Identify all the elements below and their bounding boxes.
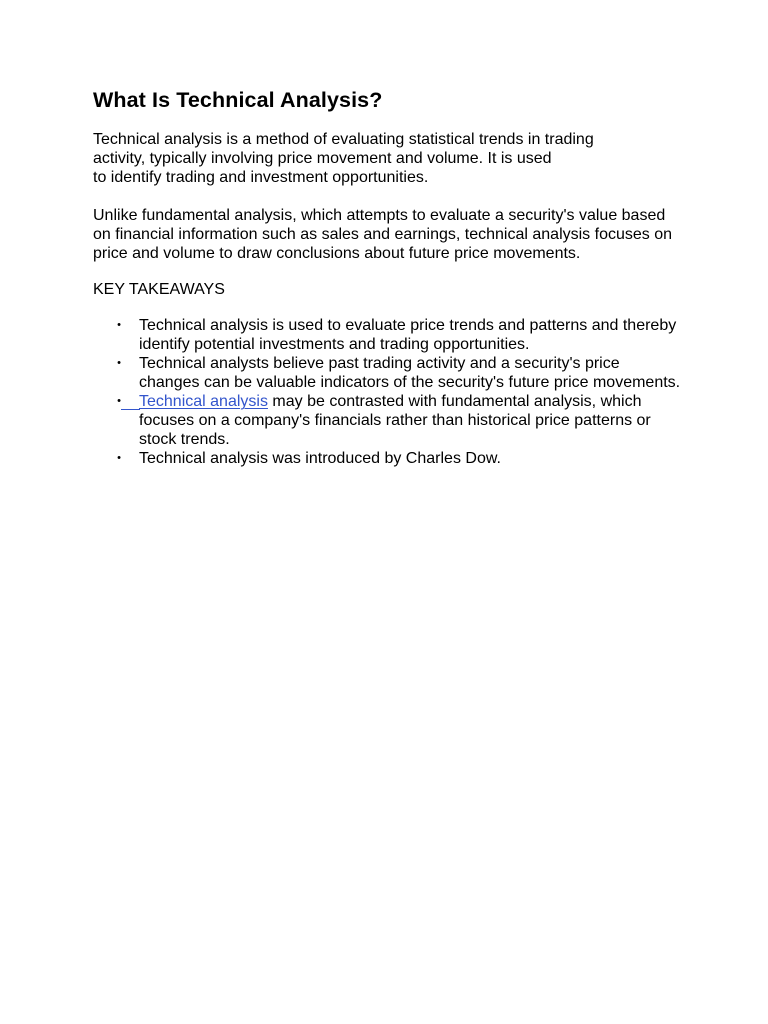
bullet-icon: •: [117, 357, 121, 369]
key-takeaways-heading: KEY TAKEAWAYS: [93, 281, 225, 298]
intro-paragraph: [93, 130, 683, 187]
intro-line-3: to identify trading and investment opportunities.: [93, 169, 429, 186]
list-item-text: Technical analysis is used to evaluate price trends and patterns and thereby identify potential investments and trading opportunities.: [139, 317, 677, 353]
bullet-icon: •: [117, 395, 121, 407]
page-title: What Is Technical Analysis?: [93, 88, 383, 112]
bullet-icon: •: [117, 452, 121, 464]
list-item: [93, 316, 683, 354]
list-item-text: Technical analysis was introduced by Charles Dow.: [139, 450, 501, 467]
list-item-text: may be contrasted with fundamental analysis, which focuses on a company's financials rather than historical price patterns or stock trends.: [139, 393, 651, 448]
list-item: [93, 354, 683, 392]
bullet-icon: •: [117, 319, 121, 331]
intro-line-1: Technical analysis is a method of evaluating statistical trends in trading: [93, 131, 594, 148]
intro-line-2: activity, typically involving price movement and volume. It is used: [93, 150, 552, 167]
takeaways-list: [93, 316, 683, 468]
link-underline-lead[interactable]: [121, 392, 140, 410]
list-item: [93, 449, 683, 468]
list-item-text: Technical analysts believe past trading activity and a security's price changes can be valuable indicators of the security's future price movements.: [139, 355, 681, 391]
document-body: [93, 86, 683, 468]
list-item: [93, 392, 683, 449]
technical-analysis-link[interactable]: Technical analysis: [139, 393, 268, 410]
comparison-paragraph: Unlike fundamental analysis, which attempts to evaluate a security's value based on financial information such as sales and earnings, technical analysis focuses on price and volume to draw conclusions about future price movements.: [93, 207, 672, 262]
